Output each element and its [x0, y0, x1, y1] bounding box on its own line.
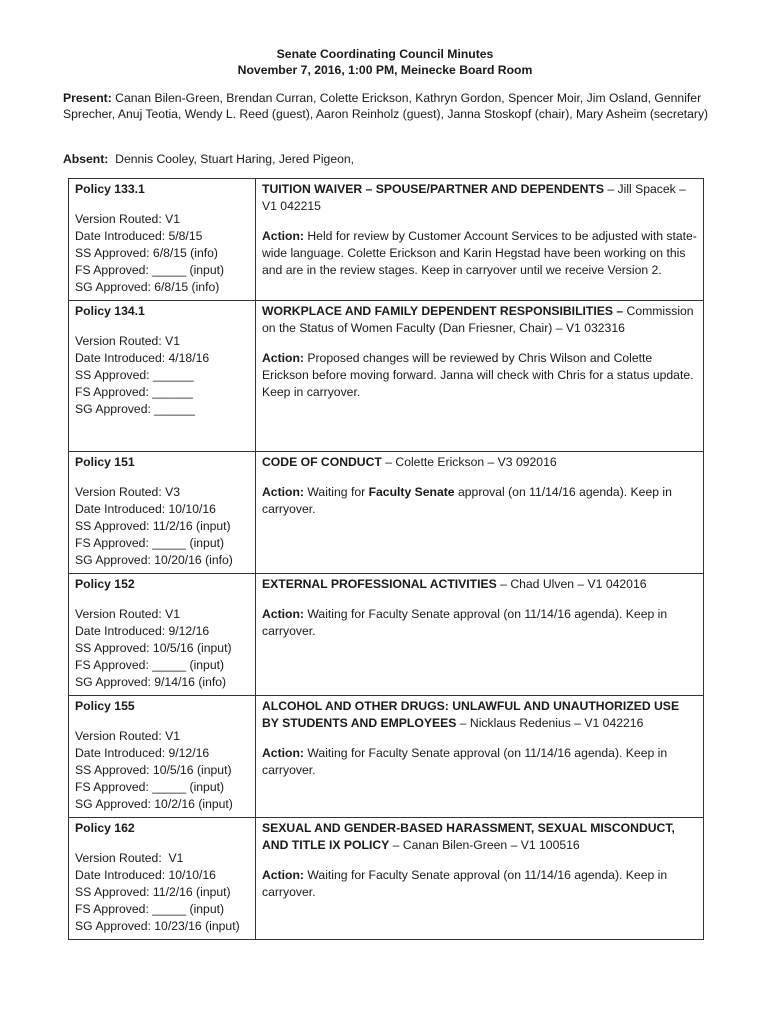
policy-info-cell — [69, 696, 256, 818]
date-introduced: Date Introduced: 10/10/16 — [75, 502, 216, 516]
policy-owner: – Colette Erickson – V3 092016 — [381, 455, 557, 469]
date-introduced: Date Introduced: 9/12/16 — [75, 624, 210, 638]
action-text: Waiting for Faculty Senate approval (on 11/14/16 agenda). Keep in carryover. — [262, 746, 668, 777]
sg-approved: SG Approved: 10/20/16 (info) — [75, 553, 233, 567]
policy-info-cell — [69, 818, 256, 940]
version-routed: Version Routed: V1 — [75, 334, 181, 348]
action-text: Waiting for Faculty Senate approval (on 11/14/16 agenda). Keep in carryover. — [262, 607, 668, 638]
version-routed: Version Routed: V3 — [75, 485, 181, 499]
fs-approved: FS Approved: _____ (input) — [75, 263, 225, 277]
table-row — [69, 452, 704, 574]
policy-title: WORKPLACE AND FAMILY DEPENDENT RESPONSIBILITIES – — [262, 304, 624, 318]
policy-number: Policy 151 — [75, 455, 135, 469]
present-paragraph — [63, 91, 718, 122]
document-title: Senate Coordinating Council Minutes — [276, 47, 494, 61]
table-row — [69, 696, 704, 818]
policy-number: Policy 155 — [75, 699, 135, 713]
policy-title: SEXUAL AND GENDER-BASED HARASSMENT, SEXUAL MISCONDUCT, AND TITLE IX POLICY — [262, 821, 675, 852]
date-introduced: Date Introduced: 4/18/16 — [75, 351, 210, 365]
action-label: Action: — [262, 746, 304, 760]
version-routed: Version Routed: V1 — [75, 851, 184, 865]
policy-title: TUITION WAIVER – SPOUSE/PARTNER AND DEPENDENTS — [262, 182, 604, 196]
ss-approved: SS Approved: 11/2/16 (input) — [75, 519, 231, 533]
table-row — [69, 574, 704, 696]
document-heading — [0, 46, 770, 78]
policy-info-cell — [69, 301, 256, 452]
absent-list: Dennis Cooley, Stuart Haring, Jered Pigeon, — [108, 152, 355, 166]
absent-label: Absent: — [63, 152, 109, 166]
policy-detail-cell — [256, 179, 704, 301]
policy-number: Policy 134.1 — [75, 304, 145, 318]
ss-approved: SS Approved: 10/5/16 (input) — [75, 763, 232, 777]
date-introduced: Date Introduced: 10/10/16 — [75, 868, 216, 882]
fs-approved: FS Approved: ______ — [75, 385, 193, 399]
action-text: Waiting for — [303, 485, 369, 499]
table-row — [69, 301, 704, 452]
policy-detail-cell — [256, 452, 704, 574]
policy-owner: Commission on the Status of Women Faculty (Dan Friesner, Chair) – V1 032316 — [262, 304, 694, 335]
sg-approved: SG Approved: 10/2/16 (input) — [75, 797, 233, 811]
action-label: Action: — [262, 351, 304, 365]
policy-owner: – Canan Bilen-Green – V1 100516 — [389, 838, 580, 852]
fs-approved: FS Approved: _____ (input) — [75, 780, 225, 794]
present-list: Canan Bilen-Green, Brendan Curran, Colette Erickson, Kathryn Gordon, Spencer Moir, Jim Osland, Gennifer Sprecher, Anuj Teotia, Wendy L. Reed (guest), Aaron Reinholz (guest), Janna Stoskopf (chair), Mary Asheim (secretary) — [63, 91, 709, 121]
version-routed: Version Routed: V1 — [75, 729, 181, 743]
policy-number: Policy 152 — [75, 577, 135, 591]
action-text: Waiting for Faculty Senate approval (on 11/14/16 agenda). Keep in carryover. — [262, 868, 668, 899]
ss-approved: SS Approved: 11/2/16 (input) — [75, 885, 231, 899]
table-row — [69, 179, 704, 301]
policy-owner: – Nicklaus Redenius – V1 042216 — [456, 716, 644, 730]
action-label: Action: — [262, 485, 304, 499]
policy-number: Policy 133.1 — [75, 182, 145, 196]
fs-approved: FS Approved: _____ (input) — [75, 902, 225, 916]
policy-detail-cell — [256, 301, 704, 452]
document-subtitle: November 7, 2016, 1:00 PM, Meinecke Board Room — [237, 63, 533, 77]
action-text: Proposed changes will be reviewed by Chris Wilson and Colette Erickson before moving forward. Janna will check with Chris for a status update. Keep in carryover. — [262, 351, 694, 399]
sg-approved: SG Approved: 9/14/16 (info) — [75, 675, 227, 689]
date-introduced: Date Introduced: 9/12/16 — [75, 746, 210, 760]
ss-approved: SS Approved: 6/8/15 (info) — [75, 246, 218, 260]
policy-title: CODE OF CONDUCT — [262, 455, 382, 469]
present-label: Present: — [63, 91, 112, 105]
policy-detail-cell — [256, 574, 704, 696]
policy-number: Policy 162 — [75, 821, 135, 835]
date-introduced: Date Introduced: 5/8/15 — [75, 229, 203, 243]
version-routed: Version Routed: V1 — [75, 607, 181, 621]
action-text-end: approval (on 11/14/16 agenda). Keep in carryover. — [262, 485, 672, 516]
sg-approved: SG Approved: 6/8/15 (info) — [75, 280, 220, 294]
policy-detail-cell — [256, 818, 704, 940]
sg-approved: SG Approved: 10/23/16 (input) — [75, 919, 240, 933]
ss-approved: SS Approved: ______ — [75, 368, 194, 382]
policy-info-cell — [69, 179, 256, 301]
policy-title: ALCOHOL AND OTHER DRUGS: UNLAWFUL AND UNAUTHORIZED USE BY STUDENTS AND EMPLOYEES — [262, 699, 680, 730]
policy-info-cell — [69, 452, 256, 574]
policy-detail-cell — [256, 696, 704, 818]
absent-paragraph — [63, 151, 718, 168]
fs-approved: FS Approved: _____ (input) — [75, 536, 225, 550]
policy-owner: – Chad Ulven – V1 042016 — [496, 577, 647, 591]
policy-table — [68, 178, 704, 940]
action-label: Action: — [262, 229, 304, 243]
policy-info-cell — [69, 574, 256, 696]
policy-owner: – Jill Spacek – V1 042215 — [262, 182, 686, 213]
sg-approved: SG Approved: ______ — [75, 402, 195, 416]
action-text: Held for review by Customer Account Services to be adjusted with state-wide language. Colette Erickson and Karin Hegstad have been working on this and are in the review stages. Keep in carryover until we receive Version 2. — [262, 229, 697, 277]
table-row — [69, 818, 704, 940]
action-emphasis: Faculty Senate — [368, 485, 455, 499]
action-label: Action: — [262, 868, 304, 882]
ss-approved: SS Approved: 10/5/16 (input) — [75, 641, 232, 655]
version-routed: Version Routed: V1 — [75, 212, 181, 226]
action-label: Action: — [262, 607, 304, 621]
policy-title: EXTERNAL PROFESSIONAL ACTIVITIES — [262, 577, 497, 591]
fs-approved: FS Approved: _____ (input) — [75, 658, 225, 672]
